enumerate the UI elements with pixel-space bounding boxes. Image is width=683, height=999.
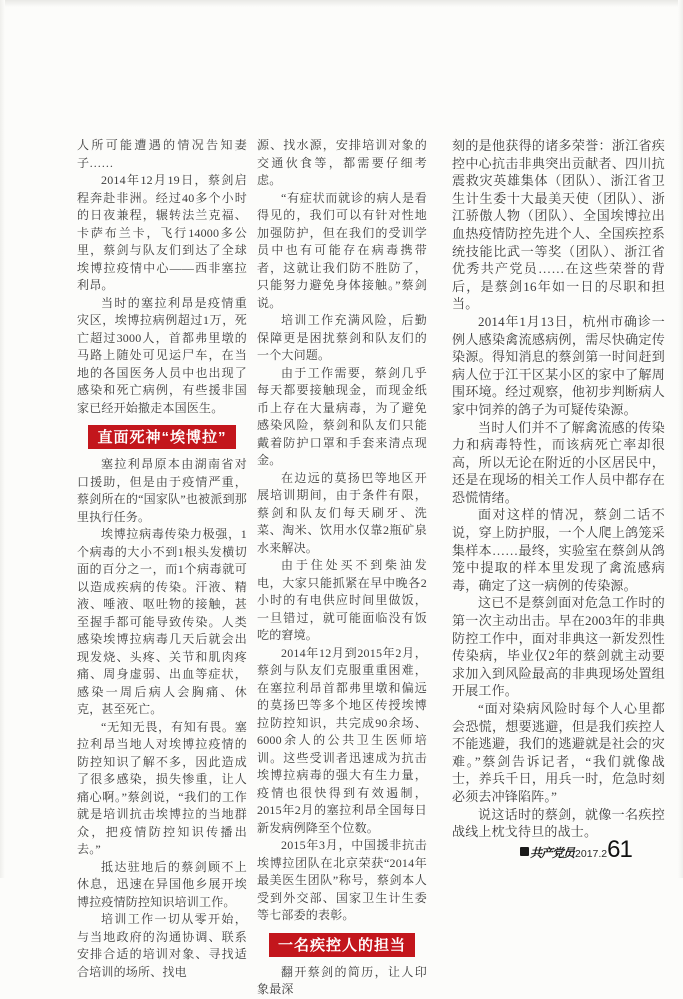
page-edge-top [0,0,683,7]
issue-number: 2017.2 [575,848,608,860]
page-number: 61 [607,836,632,863]
article-paragraph: 2014年12月到2015年2月，蔡剑与队友们克服重重困难，在塞拉利昂首都弗里墩和偏远的莫扬巴等多个地区传授埃博拉防控知识，共完成90余场、6000余人的公共卫生医师培训。这些受训者迅速成为抗击埃博拉病毒的强大有生力量，疫情也很快得到有效遏制，2015年2月的塞拉利昂全国每日新发病例降至个位数。 [257,645,427,835]
article-column-left [77,137,247,981]
article-column-middle [257,137,427,999]
article-paragraph: 2015年3月，中国援非抗击埃博拉团队在北京荣获“2014年最美医生团队”称号，蔡剑本人受到外交部、国家卫生计生委等七部委的表彰。 [257,838,427,922]
article-paragraph: 当时人们并不了解禽流感的传染力和病毒特性，而该病死亡率却很高，所以无论在附近的小区居民中，还是在现场的相关工作人员中都存在恐慌情绪。 [452,419,665,505]
article-paragraph: “无知无畏，有知有畏。塞拉利昂当地人对埃博拉疫情的防控知识了解不多，因此造成了很多感染，损失惨重，让人痛心啊。”蔡剑说，“我们的工作就是培训抗击埃博拉的当地群众，把疫情防控知识传播出去。” [77,719,247,856]
article-column-right [452,137,665,841]
page-edge-right [678,0,683,878]
article-paragraph: 这已不是蔡剑面对危急工作时的第一次主动出击。早在2003年的非典防控工作中，面对非典这一新发烈性传染病，毕业仅2年的蔡剑就主动要求加入到风险最高的非典现场处置组开展工作。 [452,595,665,699]
article-paragraph: 由于住处买不到柴油发电，大家只能抓紧在早中晚各2小时的有电供应时间里做饭，一旦错过，就可能面临没有饭吃的窘境。 [257,558,427,642]
article-paragraph: 面对这样的情况，蔡剑二话不说，穿上防护服，一个人爬上鸽笼采集样本……最终，实验室在蔡剑从鸽笼中提取的样本里发现了禽流感病毒，确定了这一病例的传染源。 [452,507,665,593]
article-paragraph: 由于工作需要，蔡剑几乎每天都要接触现金，而现金纸币上存在大量病毒，为了避免感染风险，蔡剑和队友们只能戴着防护口罩和手套来清点现金。 [257,365,427,467]
article-paragraph: 刻的是他获得的诸多荣誉：浙江省疾控中心抗击非典突出贡献者、四川抗震救灾英雄集体（团队）、浙江省卫生计生委十大最美天使（团队）、浙江骄傲人物（团队）、全国埃博拉出血热疫情防控先进个人、全国疾控系统技能比武一等奖（团队）、浙江省优秀共产党员……在这些荣誉的背后，是蔡剑16年如一日的尽职和担当。 [452,138,665,312]
magazine-name: 共产党员 [530,846,575,860]
section-header-wrap [77,425,247,449]
article-paragraph: 说这话时的蔡剑，就像一名疾控战线上枕戈待旦的战士。 [452,806,665,840]
article-paragraph: “有症状而就诊的病人是看得见的，我们可以有针对性地加强防护，但在我们的受训学员中也有可能存在病毒携带者，这就让我们防不胜防了，只能努力避免身体接触。”蔡剑说。 [257,190,427,310]
article-paragraph: 2014年12月19日，蔡剑启程奔赴非洲。经过40多个小时的日夜兼程，辗转法兰克福、卡萨布兰卡，飞行14000多公里，蔡剑与队友们到达了全球埃博拉疫情中心——西非塞拉利昂。 [77,173,247,292]
magazine-logo-icon [520,847,529,856]
article-paragraph: “面对染病风险时每个人心里都会恐慌，想要逃避，但是我们疾控人不能逃避，我们的逃避就是社会的灾难。”蔡剑告诉记者，“我们就像战士，养兵千日，用兵一时，危急时刻必须去冲锋陷阵。” [452,701,665,804]
article-paragraph: 当时的塞拉利昂是疫情重灾区，埃博拉病例超过1万，死亡超过3000人，首都弗里墩的马路上随处可见运尸车，在当地的各国医务人员中也出现了感染和死亡病例，有些援非国家已经开始撤走本国医生。 [77,295,247,415]
section-header: 一名疾控人的担当 [269,933,415,957]
page-edge-left [0,0,5,878]
article-paragraph: 抵达驻地后的蔡剑顾不上休息，迅速在异国他乡展开埃博拉疫情防控知识培训工作。 [77,859,247,909]
article-paragraph: 在边远的莫扬巴等地区开展培训期间，由于条件有限，蔡剑和队友们每天刷牙、洗菜、淘米、饮用水仅靠2瓶矿泉水来解决。 [257,470,427,555]
article-paragraph: 人所可能遭遇的情况告知妻子…… [77,138,247,170]
article-paragraph: 培训工作充满风险，后勤保障更是困扰蔡剑和队友们的一个大问题。 [257,313,427,362]
article-paragraph: 翻开蔡剑的简历，让人印象最深 [257,964,427,996]
section-header-wrap [257,933,427,957]
article-paragraph: 2014年1月13日，杭州市确诊一例人感染禽流感病例，需尽快确定传染源。得知消息的蔡剑第一时间赶到病人位于江干区某小区的家中了解周围环境。经过观察，他初步判断病人家中饲养的鸽子为可疑传染源。 [452,313,665,417]
article-paragraph: 源、找水源，安排培训对象的交通伙食等，都需要仔细考虑。 [257,138,427,187]
article-paragraph: 埃博拉病毒传染力极强，1个病毒的大小不到1根头发横切面的百分之一，而1个病毒就可以造成疾病的传染。汗液、精液、唾液、呕吐物的接触，甚至握手都可能导致传染。人类感染埃博拉病毒几天后就会出现发烧、头疼、关节和肌肉疼痛、周身虚弱、出血等症状，感染一周后病人会胸痛、休克，甚至死亡。 [77,527,247,716]
page-footer [520,836,650,866]
article-paragraph: 培训工作一切从零开始，与当地政府的沟通协调、联系安排合适的培训对象、寻找适合培训的场所、找电 [77,912,247,979]
article-paragraph: 塞拉利昂原本由湖南省对口援助，但是由于疫情严重，蔡剑所在的“国家队”也被派到那里执行任务。 [77,457,247,524]
section-header: 直面死神“埃博拉” [88,425,235,449]
